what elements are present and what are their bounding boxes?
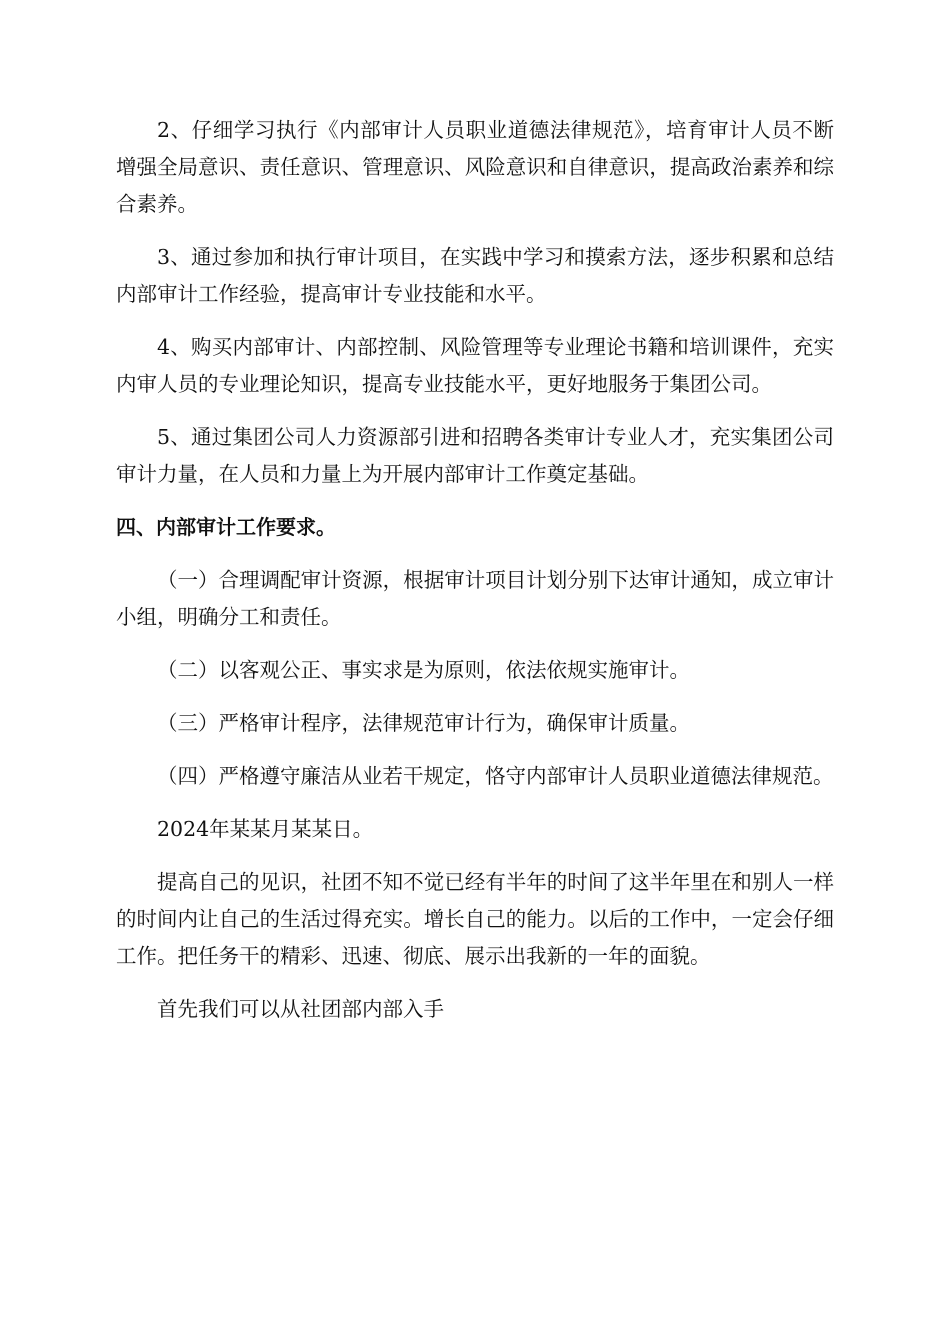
- paragraph-item-4: 4、购买内部审计、内部控制、风险管理等专业理论书籍和培训课件，充实内审人员的专业理论知识，提高专业技能水平，更好地服务于集团公司。: [116, 335, 834, 396]
- paragraph-item-3: 3、通过参加和执行审计项目，在实践中学习和摸索方法，逐步积累和总结内部审计工作经验，提高审计专业技能和水平。: [116, 245, 834, 306]
- closing-paragraph: 提高自己的见识，社团不知不觉已经有半年的时间了这半年里在和别人一样的时间内让自己的生活过得充实。增长自己的能力。以后的工作中，一定会仔细工作。把任务干的精彩、迅速、彻底、展示出我新的一年的面貌。: [116, 870, 834, 968]
- paragraph-item-5: 5、通过集团公司人力资源部引进和招聘各类审计专业人才，充实集团公司审计力量，在人员和力量上为开展内部审计工作奠定基础。: [116, 425, 834, 486]
- requirement-1: （一）合理调配审计资源，根据审计项目计划分别下达审计通知，成立审计小组，明确分工和责任。: [116, 568, 834, 629]
- requirement-4: （四）严格遵守廉洁从业若干规定，恪守内部审计人员职业道德法律规范。: [157, 764, 834, 788]
- paragraph-item-2: 2、仔细学习执行《内部审计人员职业道德法律规范》，培育审计人员不断增强全局意识、责任意识、管理意识、风险意识和自律意识，提高政治素养和综合素养。: [116, 118, 834, 216]
- document-page: [116, 112, 834, 1044]
- requirement-2: （二）以客观公正、事实求是为原则，依法依规实施审计。: [157, 658, 690, 682]
- closing-line: 首先我们可以从社团部内部入手: [157, 997, 444, 1021]
- date-line: 2024年某某月某某日。: [157, 817, 374, 841]
- section-heading: 四、内部审计工作要求。: [116, 515, 336, 539]
- requirement-3: （三）严格审计程序，法律规范审计行为，确保审计质量。: [157, 711, 690, 735]
